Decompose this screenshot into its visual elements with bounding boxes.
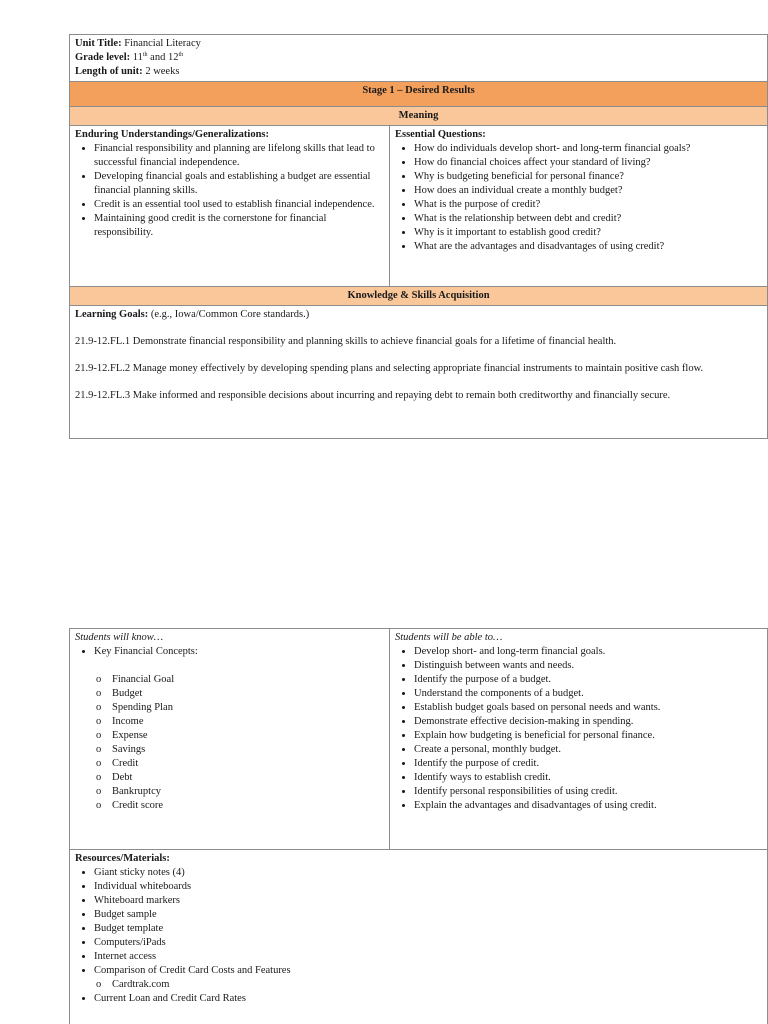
- learning-goals-note: (e.g., Iowa/Common Core standards.): [150, 309, 310, 320]
- resources-cell: [70, 850, 768, 1024]
- concept-item: o Bankruptcy: [112, 785, 384, 799]
- list-item: • Budget template: [94, 922, 762, 936]
- goal-item: 21.9-12.FL.2 Manage money effectively by developing spending plans and selecting appropriate financial instruments to maintain positive cash flow.: [75, 363, 704, 374]
- learning-goals-cell: [70, 306, 768, 439]
- meaning-heading: Meaning: [70, 107, 768, 126]
- grade-level-value: 11: [132, 52, 143, 63]
- concept-item: o Savings: [112, 743, 384, 757]
- resources-list: [75, 866, 762, 1006]
- essential-questions-cell: [390, 126, 768, 287]
- list-item: • Whiteboard markers: [94, 894, 762, 908]
- list-item: • What is the relationship between debt and credit?: [414, 212, 762, 226]
- length-label: Length of unit:: [75, 66, 143, 77]
- list-item: • Current Loan and Credit Card Rates: [94, 992, 762, 1006]
- unit-title-value: Financial Literacy: [124, 38, 201, 49]
- unit-title-line: [75, 37, 762, 51]
- learning-goals-label: Learning Goals:: [75, 309, 149, 320]
- ksa-heading: Knowledge & Skills Acquisition: [70, 287, 768, 306]
- concept-item: o Credit: [112, 757, 384, 771]
- concept-item: o Debt: [112, 771, 384, 785]
- able-list: [395, 645, 762, 813]
- unit-title-label: Unit Title:: [75, 38, 122, 49]
- length-line: [75, 65, 762, 79]
- list-item: • Explain how budgeting is beneficial for personal finance.: [414, 729, 762, 743]
- list-item: • Giant sticky notes (4): [94, 866, 762, 880]
- unit-info-cell: [70, 35, 768, 82]
- list-item: • Computers/iPads: [94, 936, 762, 950]
- unit-plan-table-stage1: [69, 34, 768, 439]
- goal-item: 21.9-12.FL.1 Demonstrate financial responsibility and planning skills to achieve financial goals for a lifetime of financial health.: [75, 336, 617, 347]
- concept-item: o Expense: [112, 729, 384, 743]
- list-item: • Identify personal responsibilities of using credit.: [414, 785, 762, 799]
- unit-plan-table-knowledge: [69, 628, 768, 1024]
- grade-level-and: and 12: [150, 52, 179, 63]
- grade-level-line: [75, 51, 762, 65]
- resources-heading: Resources/Materials:: [75, 853, 170, 864]
- questions-list: [395, 142, 762, 254]
- list-item: • Why is budgeting beneficial for personal finance?: [414, 170, 762, 184]
- sub-item: o Cardtrak.com: [112, 978, 762, 992]
- list-item: • Identify the purpose of credit.: [414, 757, 762, 771]
- list-item: • Credit is an essential tool used to establish financial independence.: [94, 198, 384, 212]
- questions-heading: Essential Questions:: [395, 129, 486, 140]
- learning-goals-line: [75, 308, 762, 322]
- know-heading: Students will know…: [75, 632, 164, 643]
- list-item: • Explain the advantages and disadvantages of using credit.: [414, 799, 762, 813]
- list-item: • What are the advantages and disadvantages of using credit?: [414, 240, 762, 254]
- concept-item: o Financial Goal: [112, 673, 384, 687]
- list-item: • Individual whiteboards: [94, 880, 762, 894]
- list-item: • Internet access: [94, 950, 762, 964]
- list-item: • Identify ways to establish credit.: [414, 771, 762, 785]
- list-item: • Develop short- and long-term financial goals.: [414, 645, 762, 659]
- list-item: • Financial responsibility and planning are lifelong skills that lead to successful financial independence.: [94, 142, 384, 170]
- stage-title: Stage 1 – Desired Results: [70, 82, 768, 107]
- enduring-list: [75, 142, 384, 240]
- list-item: • Why is it important to establish good credit?: [414, 226, 762, 240]
- grade-sup-a: th: [142, 52, 148, 58]
- grade-level-label: Grade level:: [75, 52, 131, 63]
- list-item: [94, 964, 762, 992]
- students-able-cell: [390, 629, 768, 850]
- concept-item: o Credit score: [112, 799, 384, 813]
- list-item: • How do financial choices affect your standard of living?: [414, 156, 762, 170]
- key-concepts-label: Key Financial Concepts:: [94, 646, 198, 657]
- list-item: • How do individuals develop short- and long-term financial goals?: [414, 142, 762, 156]
- list-item: • Maintaining good credit is the cornerstone for financial responsibility.: [94, 212, 384, 240]
- list-item: • Budget sample: [94, 908, 762, 922]
- list-item: • What is the purpose of credit?: [414, 198, 762, 212]
- students-will-know-cell: [70, 629, 390, 850]
- enduring-heading: Enduring Understandings/Generalizations:: [75, 129, 269, 140]
- concepts-list: [94, 673, 384, 813]
- concept-item: o Income: [112, 715, 384, 729]
- able-heading: Students will be able to…: [395, 632, 503, 643]
- list-item: • How does an individual create a monthly budget?: [414, 184, 762, 198]
- list-item: • Create a personal, monthly budget.: [414, 743, 762, 757]
- list-item: • Identify the purpose of a budget.: [414, 673, 762, 687]
- resource-item-label: Comparison of Credit Card Costs and Features: [94, 965, 291, 976]
- goal-item: 21.9-12.FL.3 Make informed and responsible decisions about incurring and repaying debt to remain both creditworthy and financially secure.: [75, 390, 671, 401]
- enduring-understandings-cell: [70, 126, 390, 287]
- concept-item: o Spending Plan: [112, 701, 384, 715]
- resources-sublist: [94, 978, 762, 992]
- know-list: [75, 645, 384, 813]
- list-item: [94, 645, 384, 813]
- list-item: • Developing financial goals and establishing a budget are essential financial planning skills.: [94, 170, 384, 198]
- length-value: 2 weeks: [145, 66, 180, 77]
- grade-sup-b: th: [178, 52, 184, 58]
- list-item: • Distinguish between wants and needs.: [414, 659, 762, 673]
- list-item: • Understand the components of a budget.: [414, 687, 762, 701]
- list-item: • Establish budget goals based on personal needs and wants.: [414, 701, 762, 715]
- concept-item: o Budget: [112, 687, 384, 701]
- list-item: • Demonstrate effective decision-making in spending.: [414, 715, 762, 729]
